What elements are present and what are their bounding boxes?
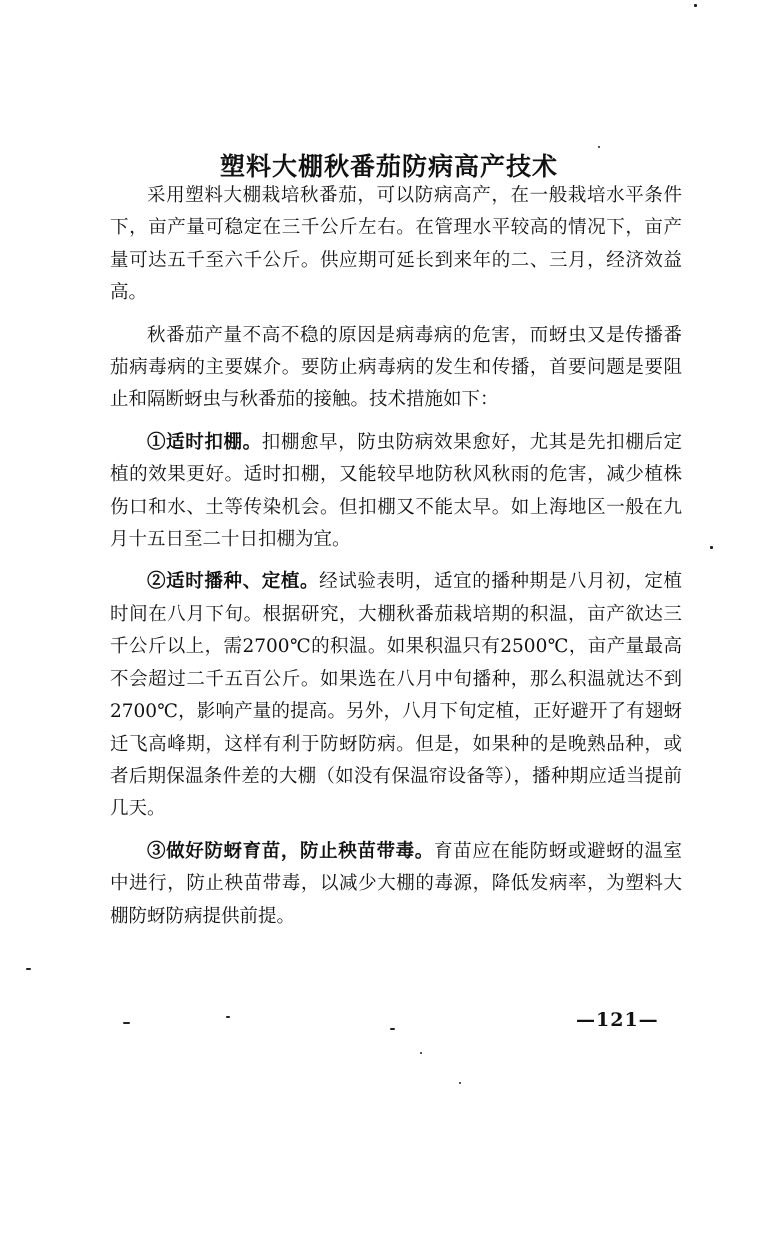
paragraph-text: 扣棚愈早，防虫防病效果愈好，尤其是先扣棚后定植的效果更好。适时扣棚，又能较早地防秋风秋雨的危害，减少植株伤口和水、土等传染机会。但扣棚又不能太早。如上海地区一般在九月十五日至二十日扣棚为宜。 <box>110 431 682 551</box>
step-heading: ②适时播种、定植。 <box>147 571 320 593</box>
scan-speck <box>420 1052 422 1054</box>
paragraph-text: 采用塑料大棚栽培秋番茄，可以防病高产，在一般栽培水平条件下，亩产量可稳定在三千公斤左右。在管理水平较高的情况下，亩产量可达五千至六千公斤。供应期可延长到来年的二、三月，经济效益高。 <box>110 185 682 304</box>
scan-speck <box>123 1022 130 1024</box>
paragraph-step-3 <box>110 836 682 933</box>
paragraph-intro <box>110 180 682 310</box>
step-heading: ③做好防蚜育苗，防止秧苗带毒。 <box>147 840 434 862</box>
paragraph-text: 经试验表明，适宜的播种期是八月初，定植时间在八月下旬。根据研究，大棚秋番茄栽培期的积温，亩产欲达三千公斤以上，需2700℃的积温。如果积温只有2500℃，亩产量最高不会超过二千五百公斤。如果选在八月中旬播种，那么积温就达不到2700℃，影响产量的提高。另外，八月下旬定植，正好避开了有翅蚜迁飞高峰期，这样有利于防蚜防病。但是，如果种的是晚熟品种，或者后期保温条件差的大棚（如没有保温帘设备等），播种期应适当提前几天。 <box>110 571 682 820</box>
scan-speck <box>694 4 697 7</box>
page-title: 塑料大棚秋番茄防病高产技术 <box>219 151 558 181</box>
page-number: —121— <box>576 1009 659 1031</box>
paragraph-cause <box>110 320 682 417</box>
paragraph-step-1 <box>110 427 682 557</box>
scan-speck <box>598 146 600 148</box>
scan-speck <box>710 546 713 549</box>
scan-speck <box>226 1016 230 1018</box>
article-body <box>110 180 682 933</box>
step-heading: ①适时扣棚。 <box>147 431 262 453</box>
paragraph-text: 育苗应在能防蚜或避蚜的温室中进行，防止秧苗带毒，以减少大棚的毒源，降低发病率，为塑料大棚防蚜防病提供前提。 <box>110 840 682 927</box>
paragraph-text: 秋番茄产量不高不稳的原因是病毒病的危害，而蚜虫又是传播番茄病毒病的主要媒介。要防止病毒病的发生和传播，首要问题是要阻止和隔断蚜虫与秋番茄的接触。技术措施如下： <box>110 324 682 411</box>
paragraph-step-2 <box>110 566 682 825</box>
scan-speck <box>390 1028 395 1030</box>
scan-speck <box>26 968 31 970</box>
scan-speck <box>459 1082 461 1084</box>
